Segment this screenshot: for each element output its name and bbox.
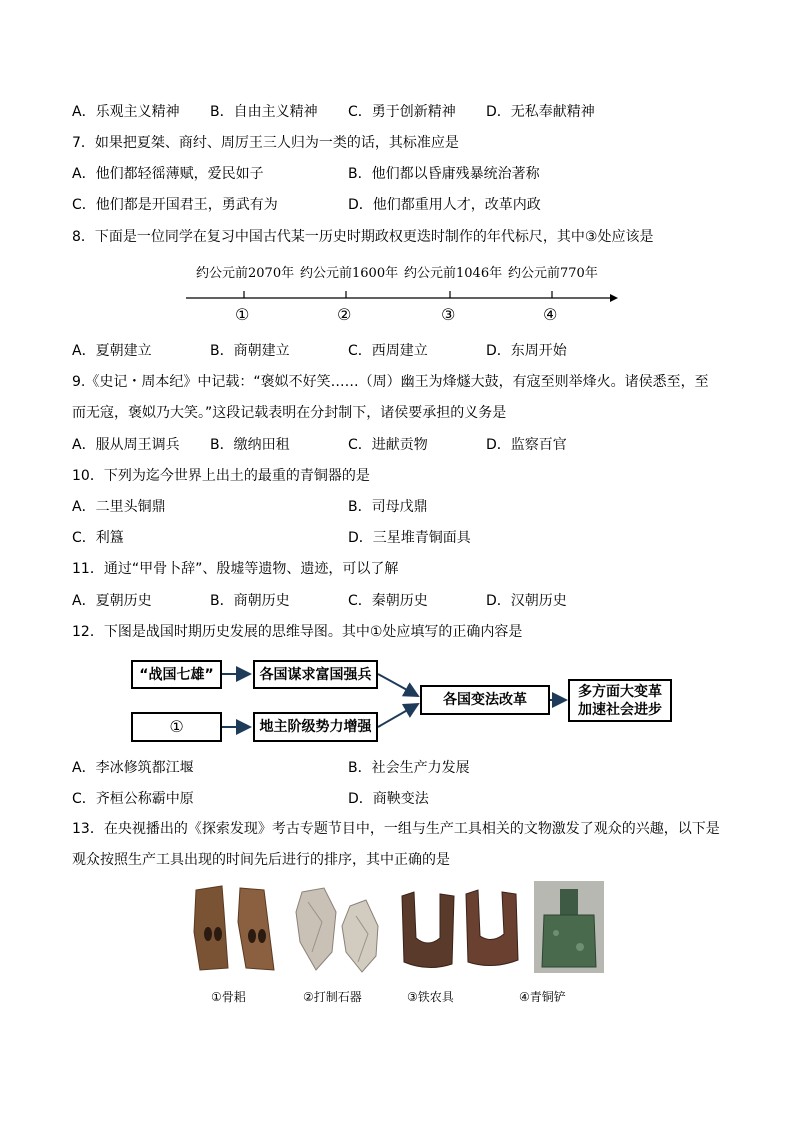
q6-option-a: A．乐观主义精神 [72,104,180,120]
q6-option-d: D．无私奉献精神 [486,104,595,120]
mindmap-box-blank: ① [131,712,222,742]
mindmap-box-landlord: 地主阶级势力增强 [253,712,378,742]
mindmap-arrows [0,650,794,760]
q9-option-b: B．缴纳田租 [210,437,290,453]
q11-option-a: A．夏朝历史 [72,593,152,609]
timeline-date-4: 约公元前770年 [508,266,598,281]
mindmap-box-reform: 各国变法改革 [420,685,550,715]
q10-option-b: B．司母戊鼎 [348,499,428,515]
timeline-date-1: 约公元前2070年 [196,266,295,281]
timeline-mark-2: ② [337,305,352,324]
q11-option-b: B．商朝历史 [210,593,290,609]
caption-chipped-stone: ②打制石器 [303,990,362,1004]
q12-stem: 12．下图是战国时期历史发展的思维导图。其中①处应填写的正确内容是 [72,624,523,640]
q7-option-c: C．他们都是开国君王，勇武有为 [72,197,278,213]
q8-option-b: B．商朝建立 [210,343,290,359]
q6-option-c: C．勇于创新精神 [348,104,456,120]
q9-stem: 9.《史记・周本纪》中记载：“褒姒不好笑……（周）幽王为烽燧大鼓，有寇至则举烽火。诸侯悉至，至而无寇，褒姒乃大笑。”这段记载表明在分封制下，诸侯要承担的义务是 [72,374,709,421]
caption-iron-tool: ③铁农具 [407,990,454,1004]
caption-bronze-shovel: ④青铜铲 [519,990,566,1004]
timeline-mark-4: ④ [543,305,558,324]
timeline-date-3: 约公元前1046年 [404,266,503,281]
q8-option-a: A．夏朝建立 [72,343,152,359]
q9-option-d: D．监察百官 [486,437,567,453]
q9-option-a: A．服从周王调兵 [72,437,180,453]
mindmap-box-rich-strong: 各国谋求富国强兵 [253,660,378,689]
q7-option-d: D．他们都重用人才，改革内政 [348,197,541,213]
timeline-date-2: 约公元前1600年 [300,266,399,281]
q12-option-a: A．李冰修筑都江堰 [72,760,194,776]
caption-bone-spade: ①骨耜 [211,990,246,1004]
mindmap-box-warring-states: “战国七雄” [131,660,222,689]
q7-option-a: A．他们都轻徭薄赋，爱民如子 [72,166,264,182]
mindmap-progress-line1: 多方面大变革 [578,683,662,700]
mindmap-progress-line2: 加速社会进步 [578,701,662,718]
iron-tool-image [398,882,528,972]
q7-stem: 7．如果把夏桀、商纣、周厉王三人归为一类的话，其标准应是 [72,135,459,151]
q12-option-d: D．商鞅变法 [348,791,429,807]
timeline-mark-3: ③ [441,305,456,324]
mindmap-box-progress [568,679,672,722]
timeline-axis [0,288,794,328]
bone-spade-image [188,882,278,972]
q8-stem: 8．下面是一位同学在复习中国古代某一历史时期政权更迭时制作的年代标尺，其中③处应该是 [72,229,654,245]
q7-option-b: B．他们都以昏庸残暴统治著称 [348,166,540,182]
q12-option-b: B．社会生产力发展 [348,760,470,776]
q10-option-c: C．利簋 [72,530,124,546]
q10-stem: 10．下列为迄今世界上出土的最重的青铜器的是 [72,468,370,484]
bronze-shovel-image [534,881,604,973]
q8-option-d: D．东周开始 [486,343,567,359]
q8-option-c: C．西周建立 [348,343,428,359]
timeline-mark-1: ① [235,305,250,324]
q13-stem: 13．在央视播出的《探索发现》考古专题节目中，一组与生产工具相关的文物激发了观众的兴趣，以下是观众按照生产工具出现的时间先后进行的排序，其中正确的是 [72,821,720,868]
q11-stem: 11．通过“甲骨卜辞”、殷墟等遗物、遗迹，可以了解 [72,561,399,577]
q6-option-b: B．自由主义精神 [210,104,318,120]
q11-option-d: D．汉朝历史 [486,593,567,609]
q11-option-c: C．秦朝历史 [348,593,428,609]
q12-option-c: C．齐桓公称霸中原 [72,791,194,807]
q10-option-d: D．三星堆青铜面具 [348,530,471,546]
q9-option-c: C．进献贡物 [348,437,428,453]
q10-option-a: A．二里头铜鼎 [72,499,166,515]
chipped-stone-image [292,882,382,972]
